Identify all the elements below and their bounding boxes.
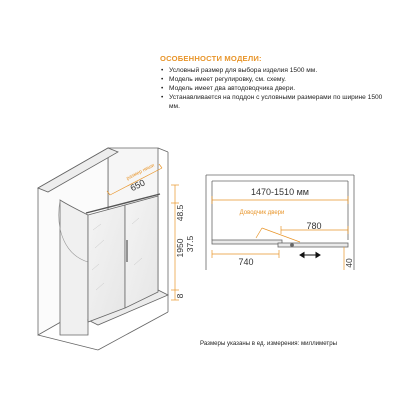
feature-item: • Модель имеет два автодоводчика двери. [160,84,395,93]
dim-width-range: 1470-1510 мм [251,187,309,197]
dim-rail: 40 [344,258,354,268]
glass-panel-left [88,205,125,322]
curved-partition [60,200,88,335]
features-title: ОСОБЕННОСТИ МОДЕЛИ: [160,54,262,63]
plan-dimensions [212,196,348,270]
plan-panel-fixed [212,240,282,244]
feature-item: • Устанавливается на поддон с условными размерами по ширине 1500 мм. [160,93,395,111]
slide-direction-arrow-icon [300,253,320,258]
dim-opening: 780 [306,221,322,231]
dim-height-total: 1950 [175,238,185,258]
dim-height-top: 48.5 [175,204,185,222]
features-list [160,66,395,111]
dim-depth: 650 [128,177,147,194]
plan-panel-sliding [278,243,348,247]
feature-item: • Условный размер для выбора изделия 1500 мм. [160,66,395,75]
door-closer-label [240,210,285,216]
features-block [160,54,395,111]
door-closer-text: Доводчик двери [239,210,285,216]
dim-depth-tag: размер ниши [125,162,156,182]
units-footnote: Размеры указаны в ед. измерения: миллиметры [200,340,337,347]
niche-3d-drawing [38,148,168,350]
dim-panel: 740 [238,257,254,267]
dim-height-side: 37.5 [185,235,195,253]
feature-item: • Модель имеет регулировку, см. схему. [160,75,395,84]
dim-height-bottom: 8 [175,293,185,299]
glass-panel-right [125,196,158,308]
